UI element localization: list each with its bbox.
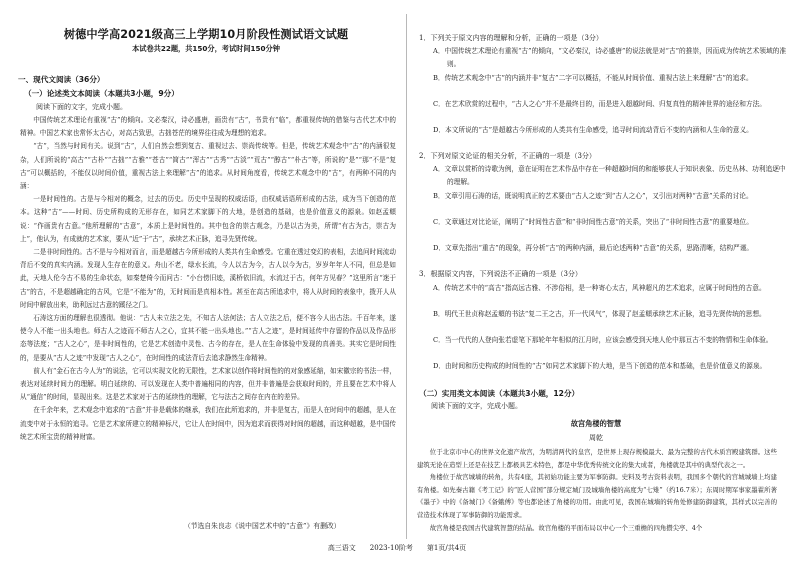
question-3-option-b: B．明代王世贞称赵孟頫的书法“复二王之古，开一代风气”，体现了赵孟頫承续艺术正脉，追寻先贤传统的思想。	[433, 310, 766, 318]
article-title: 故宫角楼的智慧	[570, 419, 622, 428]
passage-paragraph: “古”，当然与时间有关。说到“古”，人们自然会想到复古、重视过去、崇尚传统等。但是，传统艺术观念中“古”的内涵很复杂，人们所说的“高古”“古朴”“古拙”“古雅”“苍古”“简古”“浑古”“古秀”“古淡”“荒古”“醇古”“朴古”等，所说的“是”“那”不是“复古”可以概括的，不能仅以时间价值，重视古法上来理解“古”的追求。从时间角度看，传统艺术观念中的“古”，有两种不同的内涵：	[20, 142, 396, 191]
article-paragraph: 角楼位于故宫城墙的转角，共有4座，其初始功能主要为军事防御。史料及考古资料表明，我国多个朝代的宫城城墙上均建有角楼。如先秦古籍《考工记》的“匠人营国”部分规定城门及城墙角楼的高度为“七雉”（约16.7米）；东周时期军事家墨翟所著《墨子》中的《备城门》《备蛾傅》等也都论述了角楼的功用。由此可见，我国在城墙的转角处修建防御建筑，其样式以完善的营造技术体现了军事防御的功能需求。	[417, 473, 777, 519]
question-1-option-a: A．中国传统艺术理论有重视“古”的倾向，“文必秦汉，诗必盛唐”的说法就是对“古”的推崇，因而成为传统艺术领域的准则。	[433, 47, 787, 68]
subsection-1-title: （一）论述类文本阅读（本题共3小题，9分）	[24, 89, 179, 98]
question-1-option-b: B．传统艺术观念中“古”的内涵并非“复古”二字可以概括，不能从时间价值、重视古法上来理解“古”的追求。	[433, 74, 753, 82]
passage-paragraph: 中国传统艺术理论有重视“古”的倾向。文必秦汉，诗必盛唐，画贵有“古”，书贵有“临”，都重视传统的借鉴与古代艺术中的精神。中国艺术家也常怀太古心，对高古致思，古拙苍茫的境界往往成为理想的追求。	[20, 116, 396, 138]
passage-paragraph: 石涛这方面的理解也很透彻。他说：“古人未立法之先，不知古人法何法；古人立法之后，便不容今人出古法。千百年来，遂使今人不能一出头地也。师古人之迹而不师古人之心，宜其不能一出头地也。”“古人之迹”，是时间延传中存留的作品以及作品形态等法度；“古人之心”，是非时间性的，它是艺术创造中灵性、古今的存在，是人在生命体验中发现的真善美。其实它是时间性的，是要从“古人之迹”中发现“古人之心”，在时间性的成法背后去追求静然生命精神。	[20, 314, 396, 362]
passage-source: （节选自朱良志《说中国艺术中的“古意”》有删改）	[184, 522, 341, 530]
subsection-1-intro: 阅读下面的文字，完成小题。	[36, 103, 127, 111]
section-1-title: 一、现代文阅读（36分）	[18, 75, 105, 84]
question-3-option-a: A．传统艺术中的“高古”指高远古雅、不涉俗相，是一种寄心太古，风神超凡的艺术追求，应属于时间性的古意。	[433, 284, 766, 292]
question-2-stem: 2．下列对原文论证的相关分析，不正确的一项是（3分）	[419, 152, 596, 160]
passage-paragraph: 前人有“金石在古今人为”的说法，它可以实现文化的无限性，艺术家以创作将时间性的的对象感延缩，如宋徽宗的书法一样，表达对延续时间力的理解。明白延续的、可以发现在人类中普遍相同的内容，但并非普遍是会获取时间的，并且要在艺术中将人从“通信”的时间，显现出来。这是艺术家对于古的延续性的理解，它与法古之间存在内在的差异。	[20, 366, 396, 402]
question-2-option-b: B．文章引用石涛的话，既说明真正的艺术要由“古人之迹”到“古人之心”，又引出对两种“古意”关系的讨论。	[433, 192, 753, 200]
page-footer: 高三语文 2023-10阶考 第1页/共4页	[327, 544, 467, 552]
question-1-stem: 1．下列关于原文内容的理解和分析，正确的一项是（3分）	[419, 34, 603, 42]
question-1-option-d: D．本文所说的“古”是超越古今所形成的人类共有生命感受，追寻时间流动背后不变的内涵和人生命的意义。	[433, 126, 753, 134]
article-paragraph: 位于北京市中心的世界文化遗产故宫，为明清两代的皇宫，是世界上现存规模最大、最为完整的古代木质宫殿建筑群。这些建筑无论在造型上还是在技艺上都极具艺术特色，都是中华优秀传统文化的集大成者，角楼就是其中的典型代表之一。	[417, 448, 777, 469]
section-2-title: （二）实用类文本阅读（本题共3小题，12分）	[419, 389, 580, 398]
passage-body	[20, 114, 396, 510]
question-1-option-c: C．在艺术欣赏的过程中，“古人之心”并不是最终目的，而是进入超越时间、归复真性的精神世界的途径和方法。	[433, 100, 766, 108]
exam-subtitle: 本试卷共22题，共150分，考试时间150分钟	[132, 44, 280, 53]
passage-paragraph: 二是非时间性的。古不是与今相对而言，而是超越古今所形成的人类共有生命感受。它重在透过变幻的表相，去追问时间流动背后不变的真实内涵。发现人生存在的意义。舟山不老，绿水长流，今人以古为今，古人以今为古，岁岁年年人不同，但总是如此，天地人伦今古不易的生命状态，如秦楚倚今而问古：“小台傍旧迹，溪桥依旧流，水流过于古，何年方见春？”这里所言“迷于古”的古，不是超越确定的古风，它是“不能为”的，无时间而是真相本性。甚至在高古所追求中，将人从时间的表象中，拨开人从时间中解放出来，助利远过古意的蹊径之门。	[20, 248, 396, 309]
article-author: 周乾	[589, 434, 603, 442]
article-body	[417, 446, 777, 538]
question-3-option-d: D．由时间和历史构成的时间性的“古”如同艺术家脚下的大地，是当下创造的范本和基础，也是价值意义的源泉。	[433, 362, 767, 370]
question-3-stem: 3．根据原文内容，下列说法不正确的一项是（3分）	[419, 270, 582, 278]
question-2-option-d: D．文章先指出“重古”的现象，再分析“古”的两种内涵，最后论述两种“古意”的关系，思路清晰，结构严谨。	[433, 244, 754, 252]
column-divider	[406, 14, 407, 539]
question-2-option-a: A．文章以赏析的诗歌为例，意在证明在艺术作品中存在一种超越时间的和能够获人于知识表象、历史丛林、功利追逐中的理解。	[433, 165, 786, 186]
passage-paragraph: 在千余年来，艺术观念中追求的“古意”并非是载体的继承，我们在此所追求的，并非是复古，而是人在时间中的超越，是人在流变中对于永恒的追寻。它是艺术家所建立的精神标尺，它让人在时间中，因为追求而获得对时间的超越，而这种超越，是中国传统艺术所宝贵的精神财富。	[20, 406, 396, 441]
article-paragraph: 故宫角楼是我国古代建筑智慧的结晶。故宫角楼的平面布局以中心一个三重檐的四角攒尖亭、4个	[429, 523, 703, 532]
section-2-intro: 阅读下面的文字，完成小题。	[431, 402, 522, 410]
passage-paragraph: 一是时间性的。古是与今相对的概念，过去的历史。历史中呈现的权威话语，由权威话语所形成的古法，成为当下创造的范本。这种“古”——时间、历史所构成的无形存在，如同艺术家脚下的大地，是创造的基础，也是价值意义的源泉。如赵孟頫说：“作画贵有古意。”他所理解的“古意”，本质上是时间性的。其中包含的崇古观念，乃是以古为美，所谓“有古为古，崇古为上”，他认为，有成就的艺术家，要从“近”于“古”，承续艺术正脉，追寻先贤传统。	[20, 195, 396, 243]
question-2-option-c: C．文章通过对比论证，阐明了“时间性古意”和“非时间性古意”的关系，突出了“非时间性古意”的重要地位。	[433, 218, 753, 226]
exam-title: 树德中学高2021级高三上学期10月阶段性测试语文试题	[63, 28, 349, 41]
question-3-option-c: C．当一代代的人登向张若虚笔下那轮年年相似的江月时，应该会感受到天地人伦中那亘古不变的物情和生命体验。	[433, 336, 773, 344]
